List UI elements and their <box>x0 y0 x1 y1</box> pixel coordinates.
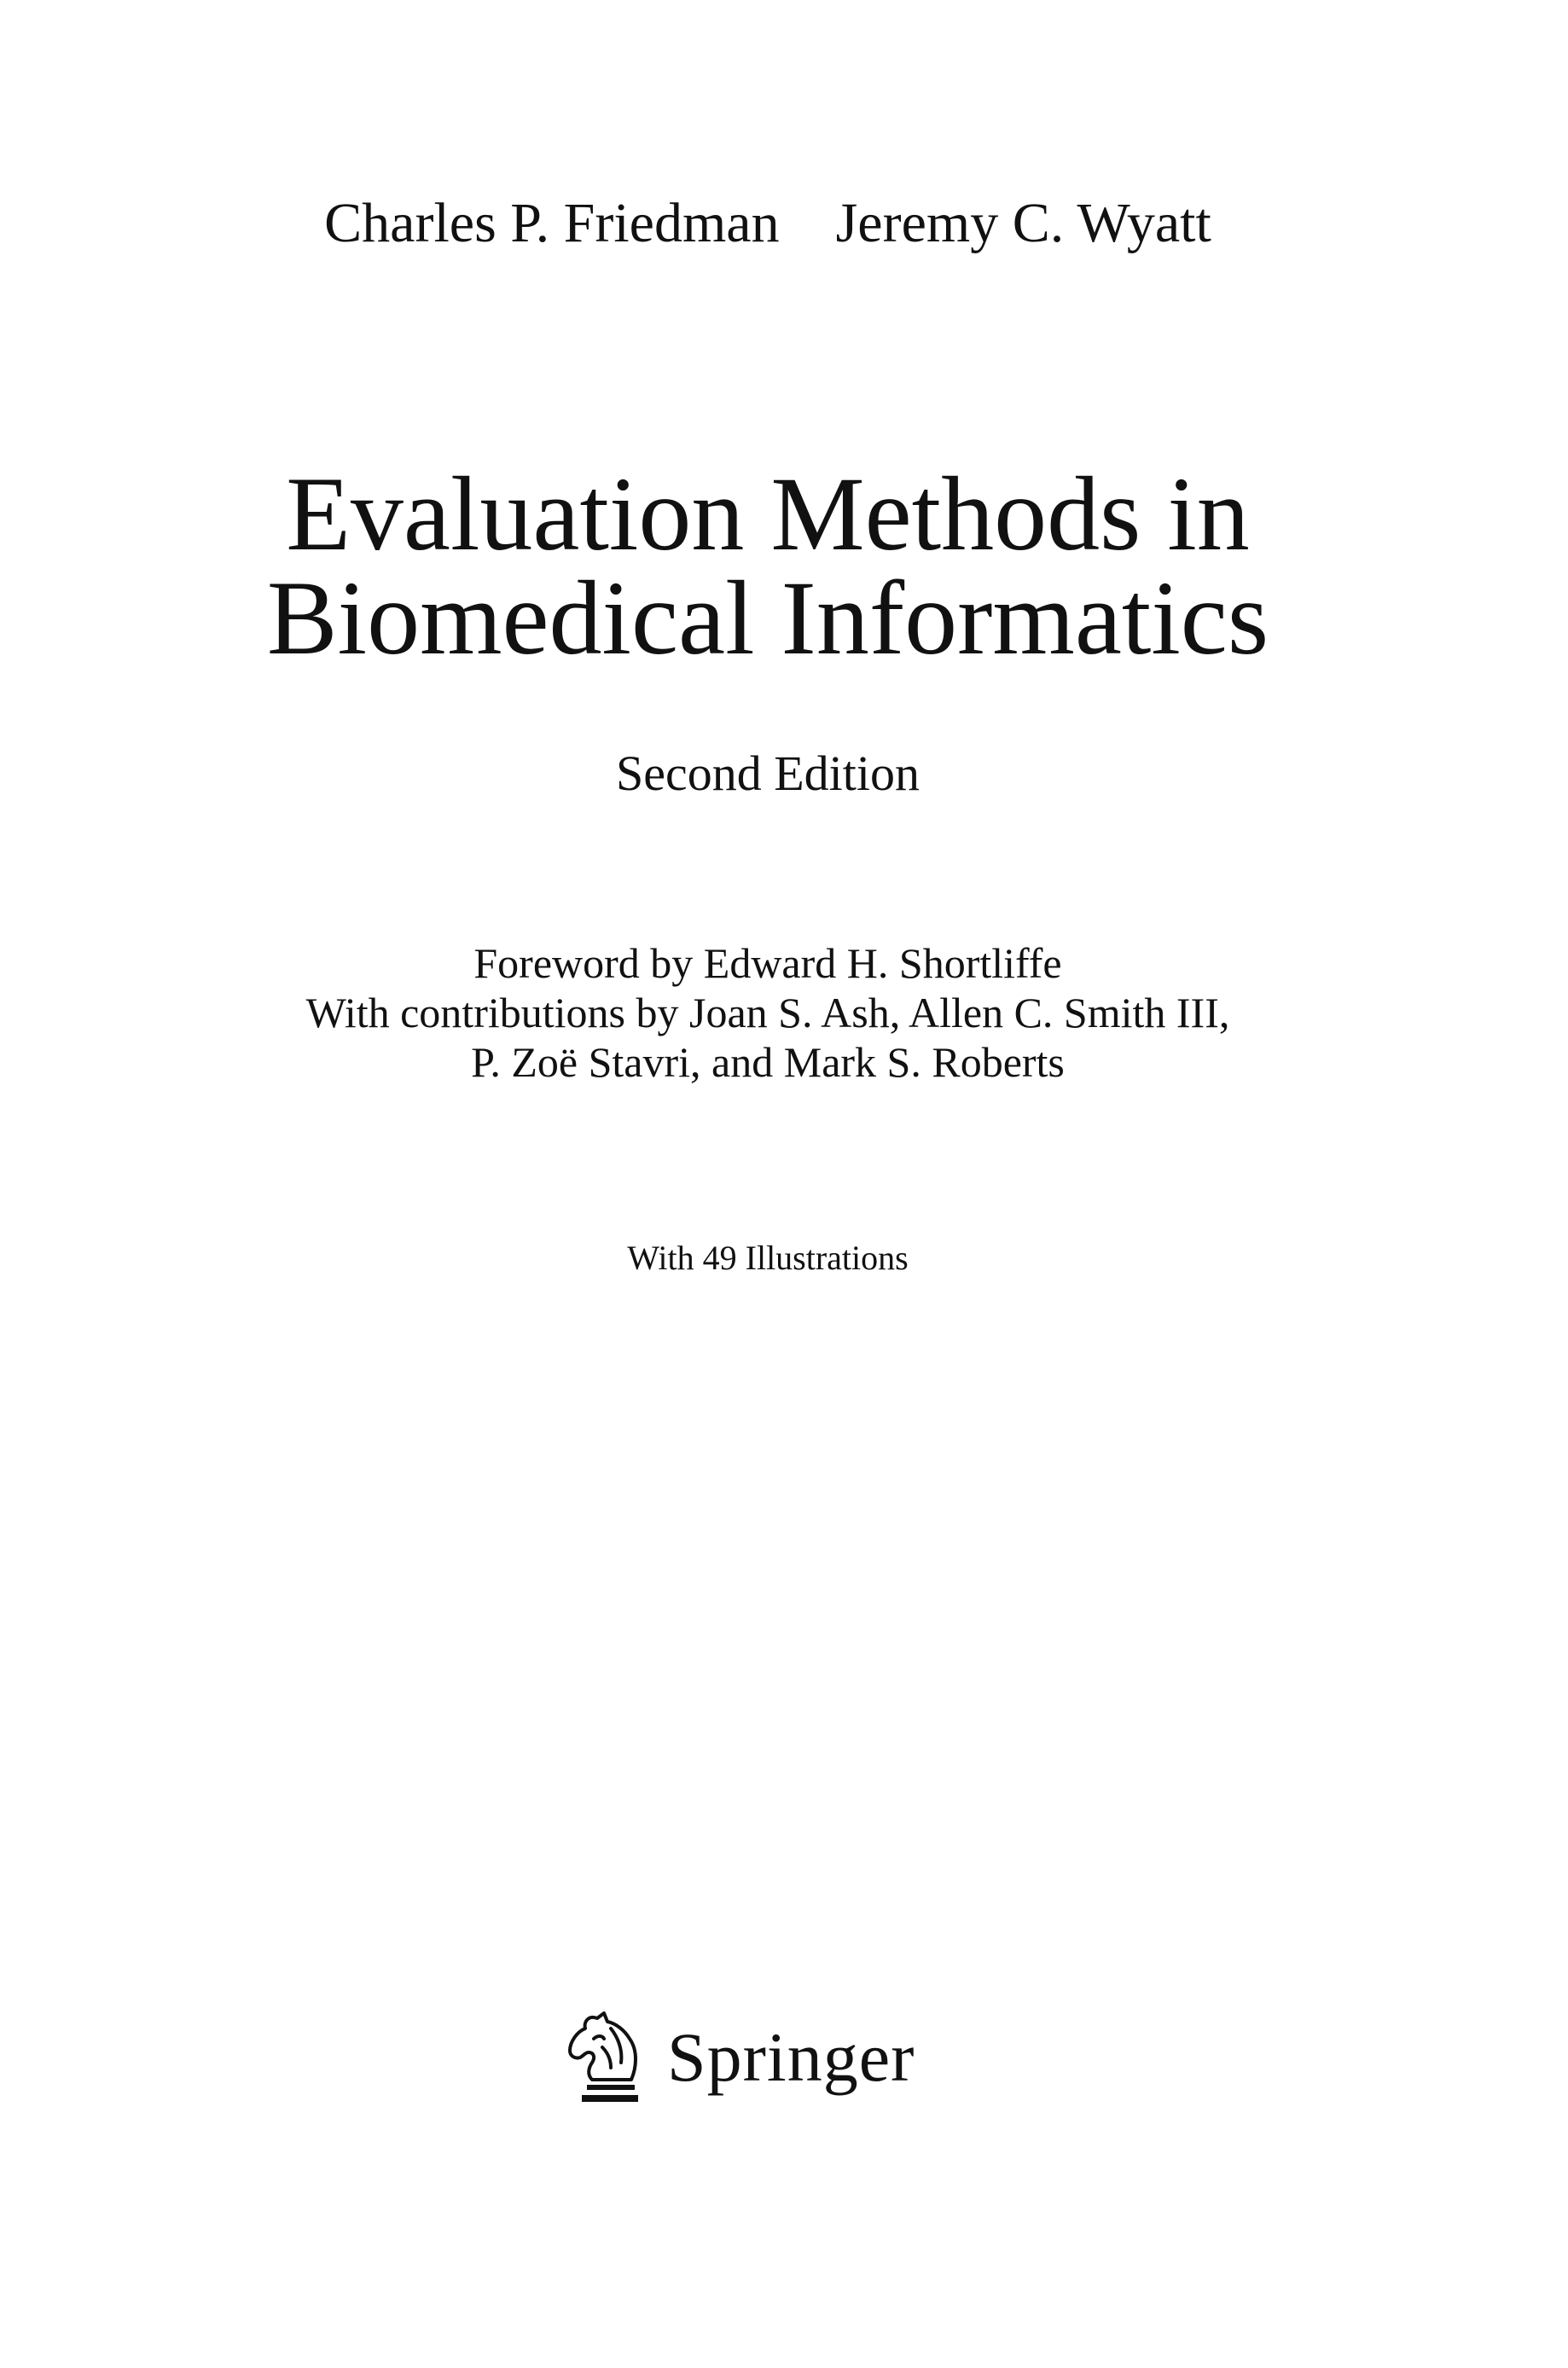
author-second: Jeremy C. Wyatt <box>835 192 1211 254</box>
authors <box>0 189 1536 258</box>
publisher-name: Springer <box>667 2018 915 2096</box>
springer-knight-icon <box>563 2003 652 2112</box>
edition: Second Edition <box>615 746 920 801</box>
book-title-line-2: Biomedical Informatics <box>266 560 1269 676</box>
illustrations-note: With 49 Illustrations <box>627 1239 909 1277</box>
contributors-line-1: With contributions by Joan S. Ash, Allen C. Smith III, <box>305 989 1230 1036</box>
credits <box>0 938 1536 1087</box>
publisher-imprint <box>563 1998 915 2117</box>
foreword-line: Foreword by Edward H. Shortliffe <box>473 939 1062 987</box>
book-title <box>0 456 1536 676</box>
book-title-line-1: Evaluation Methods in <box>286 456 1250 572</box>
author-first: Charles P. Friedman <box>324 192 780 254</box>
contributors-line-2: P. Zoë Stavri, and Mark S. Roberts <box>471 1038 1065 1086</box>
